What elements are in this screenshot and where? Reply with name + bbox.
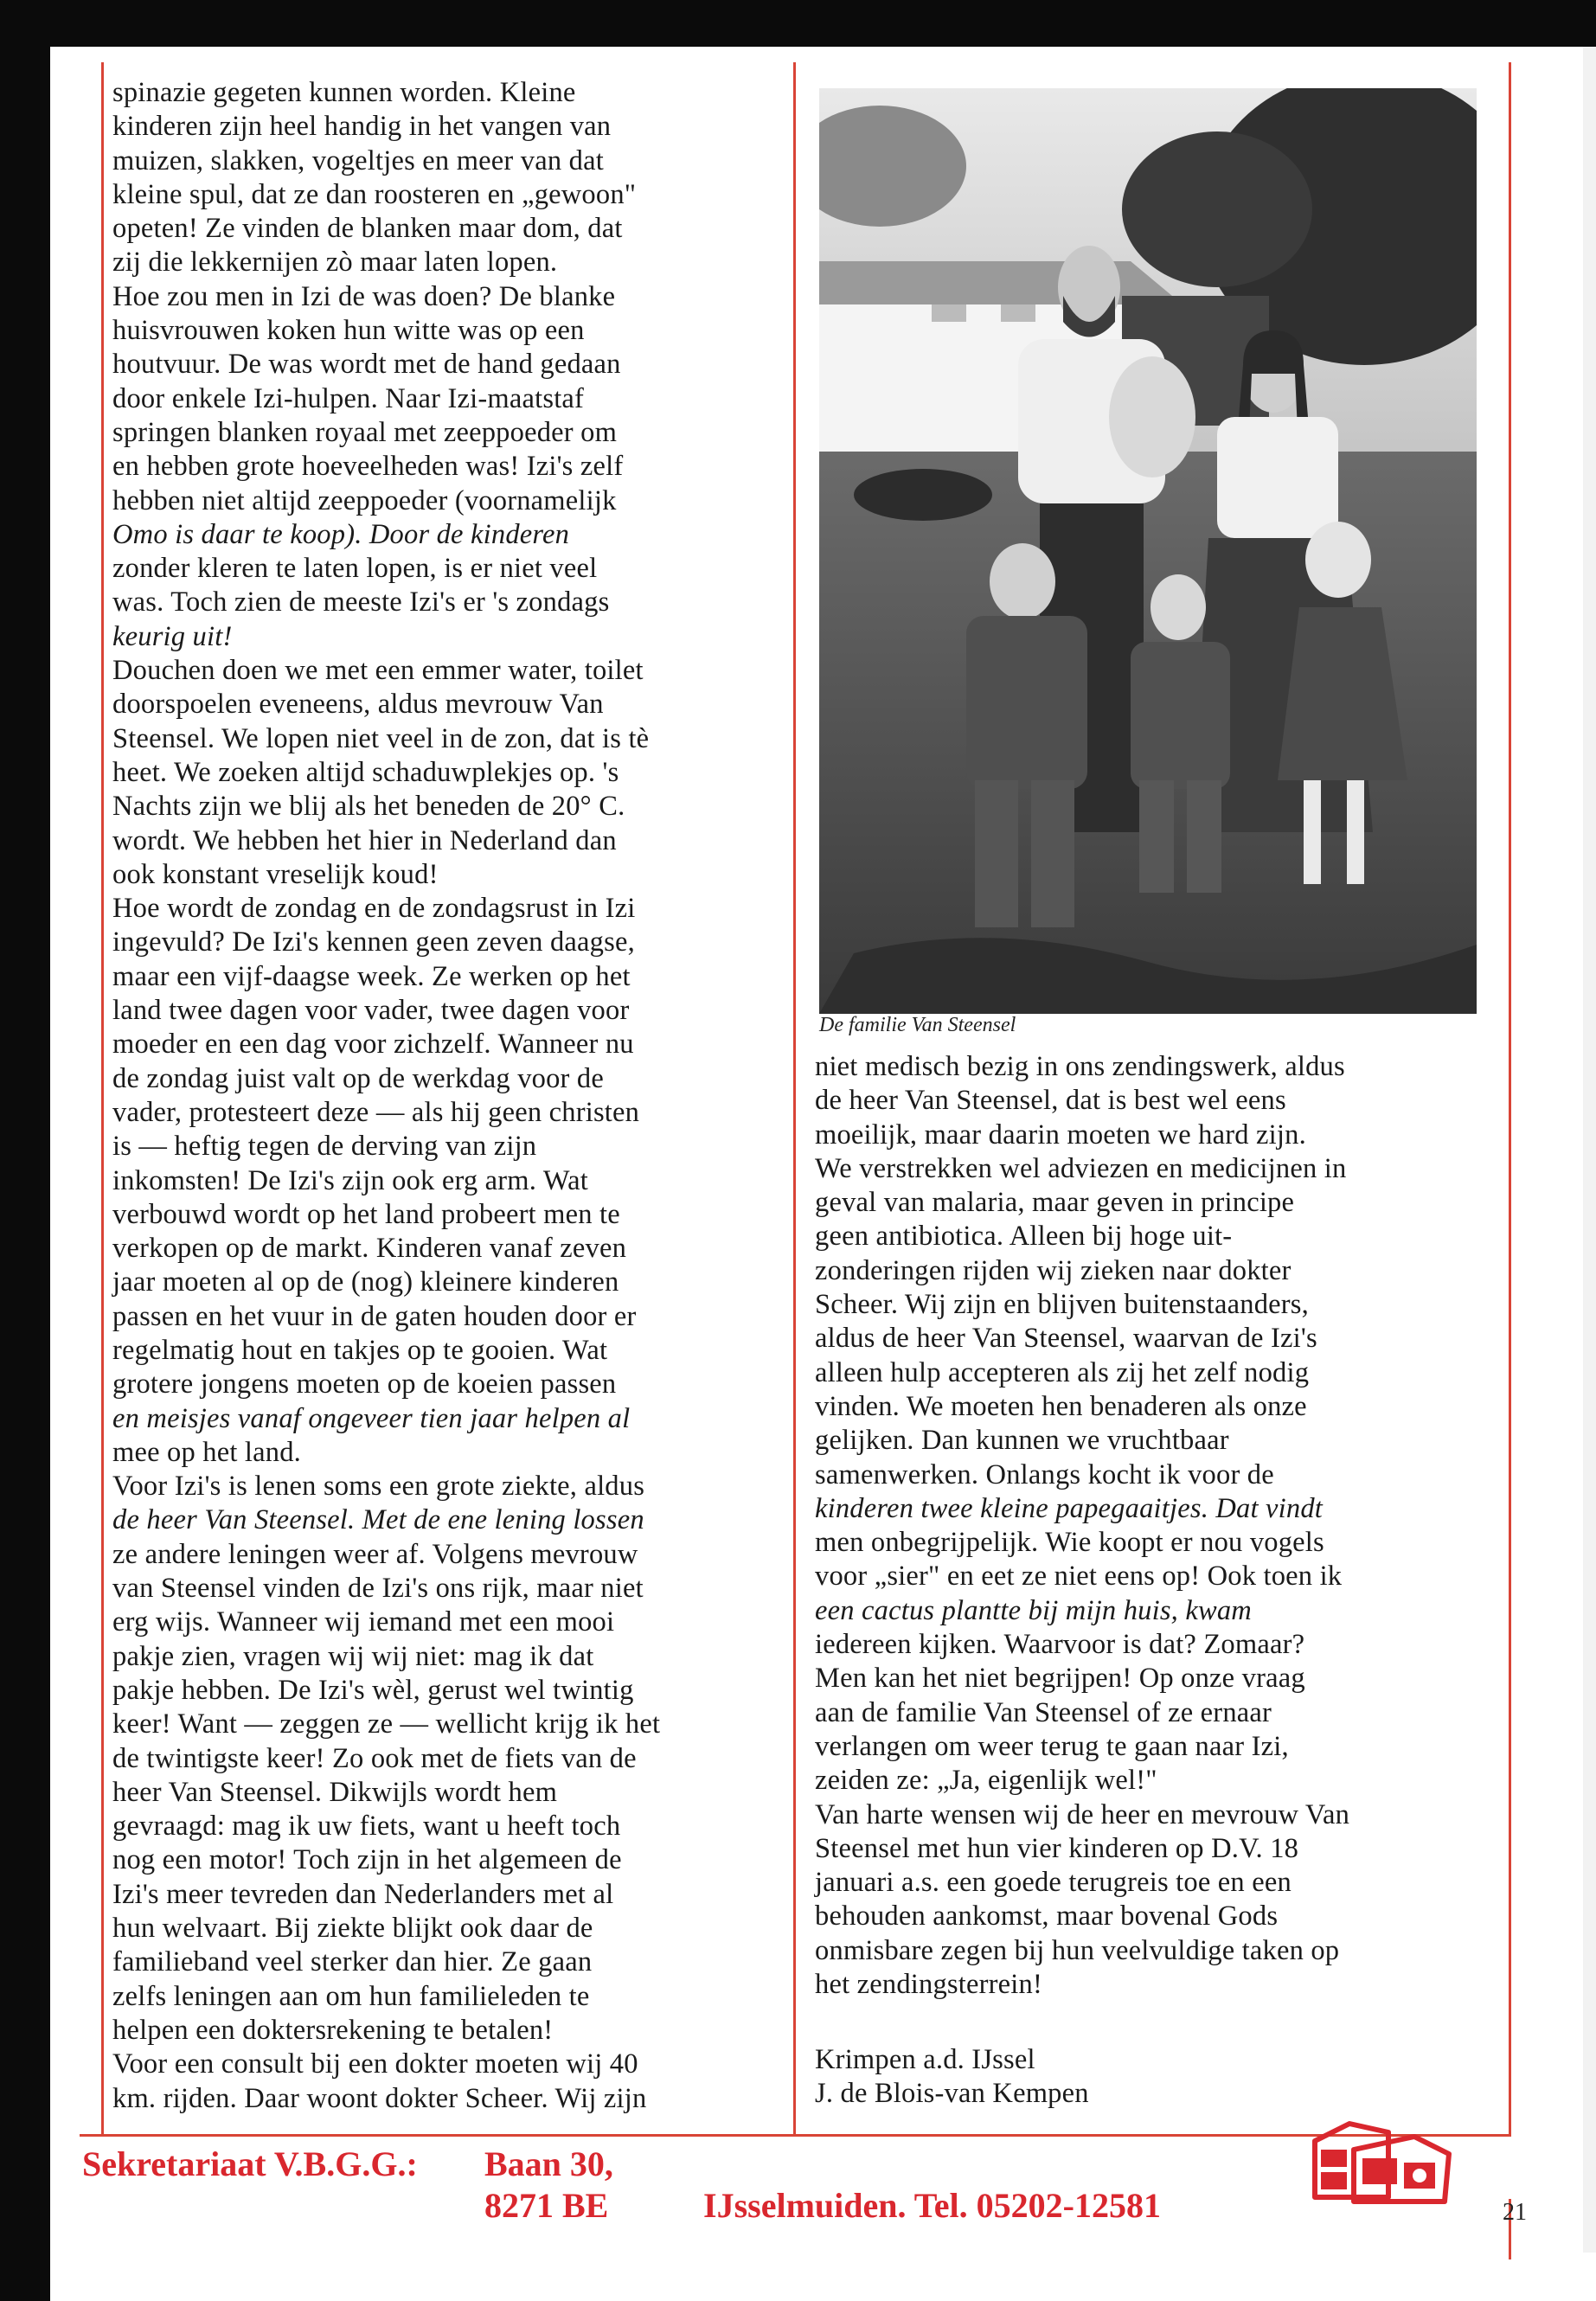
text-line: is — heftig tegen de derving van zijn: [112, 1131, 537, 1163]
footer-postcode: 8271 BE: [484, 2186, 609, 2225]
text-line: geen antibiotica. Alleen bij hoge uit-: [815, 1221, 1233, 1253]
text-line: keer! Want — zeggen ze — wellicht krijg ik het: [112, 1708, 661, 1740]
text-line: de twintigste keer! Zo ook met de fiets van de: [112, 1742, 637, 1774]
text-line: springen blanken royaal met zeeppoeder om: [112, 416, 618, 448]
text-line: kinderen zijn heel handig in het vangen van: [112, 111, 612, 143]
text-line: zelfs leningen aan om hun familieleden te: [112, 1980, 590, 2012]
text-line: behouden aankomst, maar bovenal Gods: [815, 1900, 1279, 1932]
text-line: iedereen kijken. Waarvoor is dat? Zomaar?: [815, 1629, 1305, 1661]
footer-city-phone: IJsselmuiden. Tel. 05202-12581: [703, 2186, 1161, 2225]
signature-author: J. de Blois-van Kempen: [815, 2078, 1089, 2110]
text-line: spinazie gegeten kunnen worden. Kleine: [112, 77, 576, 108]
text-line: aldus de heer Van Steensel, waarvan de Izi's: [815, 1323, 1317, 1355]
text-line: keurig uit!: [112, 620, 233, 652]
text-line: zonderingen rijden wij zieken naar dokter: [815, 1254, 1292, 1286]
text-line: muizen, slakken, vogeltjes en meer van dat: [112, 144, 604, 176]
text-line: Voor een consult bij een dokter moeten wij 40: [112, 2048, 638, 2080]
text-line: hun welvaart. Bij ziekte blijkt ook daar de: [112, 1913, 593, 1945]
text-line: vinden. We moeten hen benaderen als onze: [815, 1390, 1307, 1422]
text-line: Voor Izi's is lenen soms een grote ziekte, aldus: [112, 1471, 645, 1503]
footer-street: Baan 30,: [484, 2144, 613, 2183]
text-line: opeten! Ze vinden de blanken maar dom, dat: [112, 213, 623, 245]
text-line: en hebben grote hoeveelheden was! Izi's zelf: [112, 451, 624, 483]
family-photo: [819, 88, 1477, 1014]
text-line: de zondag juist valt op de werkdag voor de: [112, 1062, 604, 1094]
text-line: huisvrouwen koken hun witte was op een: [112, 315, 585, 347]
text-line: km. rijden. Daar woont dokter Scheer. Wij zijn: [112, 2082, 647, 2114]
text-line: maar een vijf-daagse week. Ze werken op het: [112, 960, 631, 992]
text-line: door enkele Izi-hulpen. Naar Izi-maatstaf: [112, 382, 585, 414]
text-line: zij die lekkernijen zò maar laten lopen.: [112, 247, 558, 279]
text-line: moeilijk, maar daarin moeten we hard zijn.: [815, 1118, 1306, 1150]
scan-left-border: [0, 0, 50, 2301]
text-line: We verstrekken wel adviezen en medicijnen in: [815, 1152, 1347, 1184]
left-margin-rule: [101, 62, 104, 2134]
text-line: gelijken. Dan kunnen we vruchtbaar: [815, 1425, 1229, 1457]
text-line: zeiden ze: „Ja, eigenlijk wel!": [815, 1765, 1157, 1797]
right-text-column: [815, 1050, 1507, 2002]
text-line: vader, protesteert deze — als hij geen christen: [112, 1096, 640, 1128]
text-line: alleen hulp accepteren als zij het zelf nodig: [815, 1356, 1310, 1388]
text-line: Steensel met hun vier kinderen op D.V. 18: [815, 1832, 1299, 1864]
vbgg-logo-icon: [1302, 2115, 1458, 2210]
text-line: inkomsten! De Izi's zijn ook erg arm. Wat: [112, 1164, 588, 1196]
signature-place: Krimpen a.d. IJssel: [815, 2044, 1035, 2075]
photo-caption: De familie Van Steensel: [819, 1014, 1016, 1036]
text-line: wordt. We hebben het hier in Nederland dan: [112, 824, 617, 856]
text-line: geval van malaria, maar geven in principe: [815, 1187, 1295, 1219]
left-text-column: [112, 76, 787, 2116]
text-line: Douchen doen we met een emmer water, toilet: [112, 655, 644, 687]
right-margin-rule: [1509, 62, 1511, 2134]
text-line: januari a.s. een goede terugreis toe en een: [815, 1867, 1292, 1899]
text-line: doorspoelen eveneens, aldus mevrouw Van: [112, 689, 604, 721]
text-line: een cactus plantte bij mijn huis, kwam: [815, 1594, 1252, 1626]
text-line: helpen een doktersrekening te betalen!: [112, 2014, 554, 2046]
text-line: voor „sier" en eet ze niet eens op! Ook toen ik: [815, 1561, 1343, 1593]
text-line: Izi's meer tevreden dan Nederlanders met al: [112, 1878, 614, 1910]
text-line: Van harte wensen wij de heer en mevrouw Van: [815, 1798, 1350, 1830]
text-line: aan de familie Van Steensel of ze ernaar: [815, 1696, 1272, 1728]
text-line: grotere jongens moeten op de koeien passen: [112, 1368, 617, 1400]
text-line: regelmatig hout en takjes op te gooien. Wat: [112, 1334, 608, 1366]
text-line: Nachts zijn we blij als het beneden de 20° C.: [112, 791, 625, 823]
text-line: niet medisch bezig in ons zendingswerk, aldus: [815, 1051, 1345, 1082]
text-line: de heer Van Steensel. Met de ene lening lossen: [112, 1504, 644, 1536]
text-line: Scheer. Wij zijn en blijven buitenstaanders,: [815, 1289, 1309, 1321]
text-line: jaar moeten al op de (nog) kleinere kinderen: [112, 1266, 619, 1298]
signature-block: [815, 2043, 1334, 2112]
text-line: verkopen op de markt. Kinderen vanaf zeven: [112, 1233, 627, 1265]
text-line: ook konstant vreselijk koud!: [112, 858, 439, 890]
text-line: ingevuld? De Izi's kennen geen zeven daagse,: [112, 926, 635, 958]
text-line: en meisjes vanaf ongeveer tien jaar helpen al: [112, 1402, 631, 1434]
text-line: Men kan het niet begrijpen! Op onze vraag: [815, 1663, 1305, 1695]
text-line: kleine spul, dat ze dan roosteren en „gewoon": [112, 178, 637, 210]
text-line: ze andere leningen weer af. Volgens mevrouw: [112, 1538, 638, 1570]
text-line: men onbegrijpelijk. Wie koopt er nou vogels: [815, 1527, 1324, 1559]
scan-top-border: [0, 0, 1596, 47]
text-line: mee op het land.: [112, 1436, 301, 1468]
column-divider-rule: [793, 62, 796, 2134]
footer-top-rule: [80, 2134, 1511, 2137]
text-line: nog een motor! Toch zijn in het algemeen de: [112, 1844, 622, 1876]
text-line: van Steensel vinden de Izi's ons rijk, maar niet: [112, 1573, 644, 1605]
text-line: de heer Van Steensel, dat is best wel eens: [815, 1085, 1286, 1117]
text-line: Omo is daar te koop). Door de kinderen: [112, 518, 570, 550]
text-line: Hoe wordt de zondag en de zondagsrust in Izi: [112, 893, 636, 925]
magazine-page: [80, 62, 1550, 2259]
text-line: onmisbare zegen bij hun veelvuldige taken op: [815, 1934, 1340, 1966]
text-line: Steensel. We lopen niet veel in de zon, dat is tè: [112, 722, 650, 754]
text-line: heer Van Steensel. Dikwijls wordt hem: [112, 1776, 558, 1808]
text-line: familieband veel sterker dan hier. Ze gaan: [112, 1946, 593, 1978]
text-line: was. Toch zien de meeste Izi's er 's zondags: [112, 586, 610, 619]
text-line: verlangen om weer terug te gaan naar Izi,: [815, 1730, 1289, 1762]
text-line: zonder kleren te laten lopen, is er niet veel: [112, 553, 598, 585]
text-line: gevraagd: mag ik uw fiets, want u heeft toch: [112, 1811, 621, 1843]
text-line: houtvuur. De was wordt met de hand gedaan: [112, 349, 621, 381]
text-line: pakje hebben. De Izi's wèl, gerust wel twintig: [112, 1674, 634, 1706]
text-line: het zendingsterrein!: [815, 1969, 1042, 2001]
text-line: pakje zien, vragen wij wij niet: mag ik dat: [112, 1640, 594, 1672]
text-line: moeder en een dag voor zichzelf. Wanneer nu: [112, 1029, 634, 1061]
text-line: heet. We zoeken altijd schaduwplekjes op. 's: [112, 756, 619, 788]
text-line: erg wijs. Wanneer wij iemand met een mooi: [112, 1606, 615, 1638]
text-line: passen en het vuur in de gaten houden door er: [112, 1300, 637, 1332]
text-line: hebben niet altijd zeeppoeder (voornamelijk: [112, 484, 617, 516]
text-line: land twee dagen voor vader, twee dagen voor: [112, 995, 630, 1027]
page-number: 21: [1503, 2199, 1527, 2226]
text-line: samenwerken. Onlangs kocht ik voor de: [815, 1458, 1274, 1490]
scan-right-edge: [1583, 47, 1596, 2253]
text-line: kinderen twee kleine papegaaitjes. Dat vindt: [815, 1492, 1324, 1524]
text-line: Hoe zou men in Izi de was doen? De blanke: [112, 280, 616, 312]
footer-label: Sekretariaat V.B.G.G.:: [82, 2144, 418, 2183]
text-line: verbouwd wordt op het land probeert men te: [112, 1198, 620, 1230]
